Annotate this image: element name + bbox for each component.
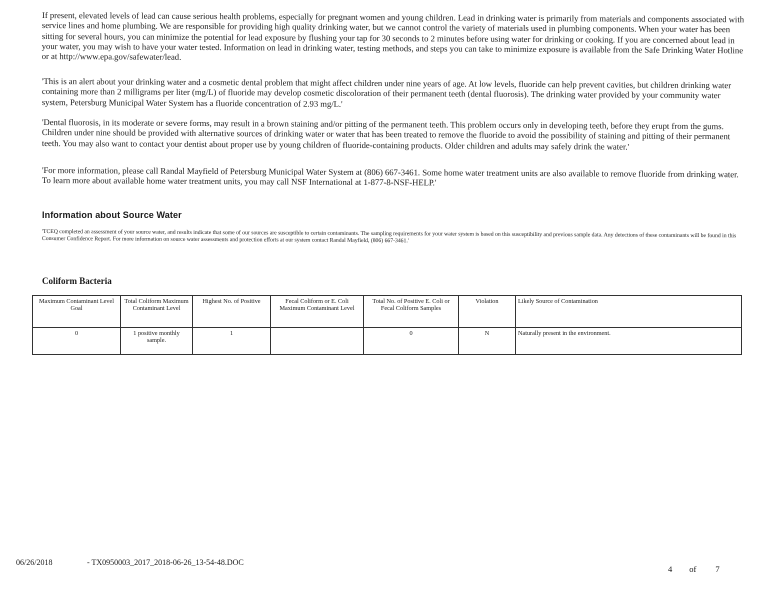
cell-total-positive-samples: 0 — [364, 328, 459, 355]
cell-likely-source: Naturally present in the environment. — [516, 328, 742, 355]
header-fecal-coliform-mcl: Fecal Coliform or E. Coli Maximum Contaminant Level — [271, 296, 364, 328]
source-water-heading: Information about Source Water — [42, 210, 182, 220]
page-of-label: of — [689, 564, 697, 574]
page-total: 7 — [715, 564, 720, 574]
coliform-table — [32, 295, 742, 355]
header-highest-positive: Highest No. of Positive — [193, 296, 271, 328]
header-likely-source: Likely Source of Contamination — [516, 296, 742, 328]
footer-filename: - TX0950003_2017_2018-06-26_13-54-48.DOC — [87, 558, 244, 567]
table-header-row — [33, 296, 742, 328]
more-info-paragraph: 'For more information, please call Randal Mayfield of Petersburg Municipal Water System at (806) 667-3461. Some home water treatment units are also available to remove fluoride from drinking water. To learn more about available home water treatment units, you may call NSF International at 1-877-8-NSF-HELP.' — [41, 165, 739, 188]
cell-mclg: 0 — [33, 328, 121, 355]
cell-violation: N — [459, 328, 516, 355]
page-indicator — [668, 564, 720, 574]
fluoride-alert-paragraph: 'This is an alert about your drinking water and a cosmetic dental problem that might affect children under nine years of age. At low levels, fluoride can help prevent cavities, but children drinking water containing more than 2 milligrams per liter (mg/L) of fluoride may develop cosmetic discoloration of their permanent teeth (dental fluorosis). The drinking water provided by your community water system, Petersburg Municipal Water System has a fluoride concentration of 2.93 mg/L.' — [41, 76, 732, 109]
header-total-positive-samples: Total No. of Positive E. Coli or Fecal Coliform Samples — [364, 296, 459, 328]
cell-highest-positive: 1 — [193, 328, 271, 355]
page-number: 4 — [668, 564, 673, 574]
table-row — [33, 328, 742, 355]
source-water-text: 'TCEQ completed an assessment of your source water, and results indicate that some of our sources are susceptible to certain contaminants. The sampling requirements for your water system is based on this susceptibility and previous sample data. Any detections of these contaminants will be found in this Consumer Confidence Report. For more information on source water assessments and protection efforts at our system contact Randal Mayfield, (806) 667-3461.' — [41, 229, 737, 245]
cell-fecal-coliform-mcl — [271, 328, 364, 355]
coliform-heading: Coliform Bacteria — [42, 276, 112, 286]
footer-date: 06/26/2018 — [16, 558, 53, 567]
header-violation: Violation — [459, 296, 516, 328]
cell-total-coliform-mcl: 1 positive monthly sample. — [121, 328, 193, 355]
dental-fluorosis-paragraph: 'Dental fluorosis, in its moderate or severe forms, may result in a brown staining and/or pitting of the permanent teeth. This problem occurs only in developing teeth, before they erupt from the gums. Children under nine should be provided with alternative sources of drinking water or water that has been treated to remove the fluoride to avoid the possibility of staining and pitting of their permanent teeth. You may also want to contact your dentist about proper use by young children of fluoride-containing products. Older children and adults may safely drink the water.' — [41, 117, 731, 152]
header-total-coliform-mcl: Total Coliform Maximum Contaminant Level — [121, 296, 193, 328]
header-mclg: Maximum Contaminant Level Goal — [33, 296, 121, 328]
lead-paragraph: If present, elevated levels of lead can cause serious health problems, especially for pregnant women and young children. Lead in drinking water is primarily from materials and components associated with service lines and home plumbing. We are responsible for providing high quality drinking water, but we cannot control the variety of materials used in plumbing components. When your water has been sitting for several hours, you can minimize the potential for lead exposure by flushing your tap for 30 seconds to 2 minutes before using water for drinking or cooking. If you are concerned about lead in your water, you may wish to have your water tested. Information on lead in drinking water, testing methods, and steps you can take to minimize exposure is available from the Safe Drinking Water Hotline or at http://www.epa.gov/safewater/lead. — [41, 10, 745, 63]
